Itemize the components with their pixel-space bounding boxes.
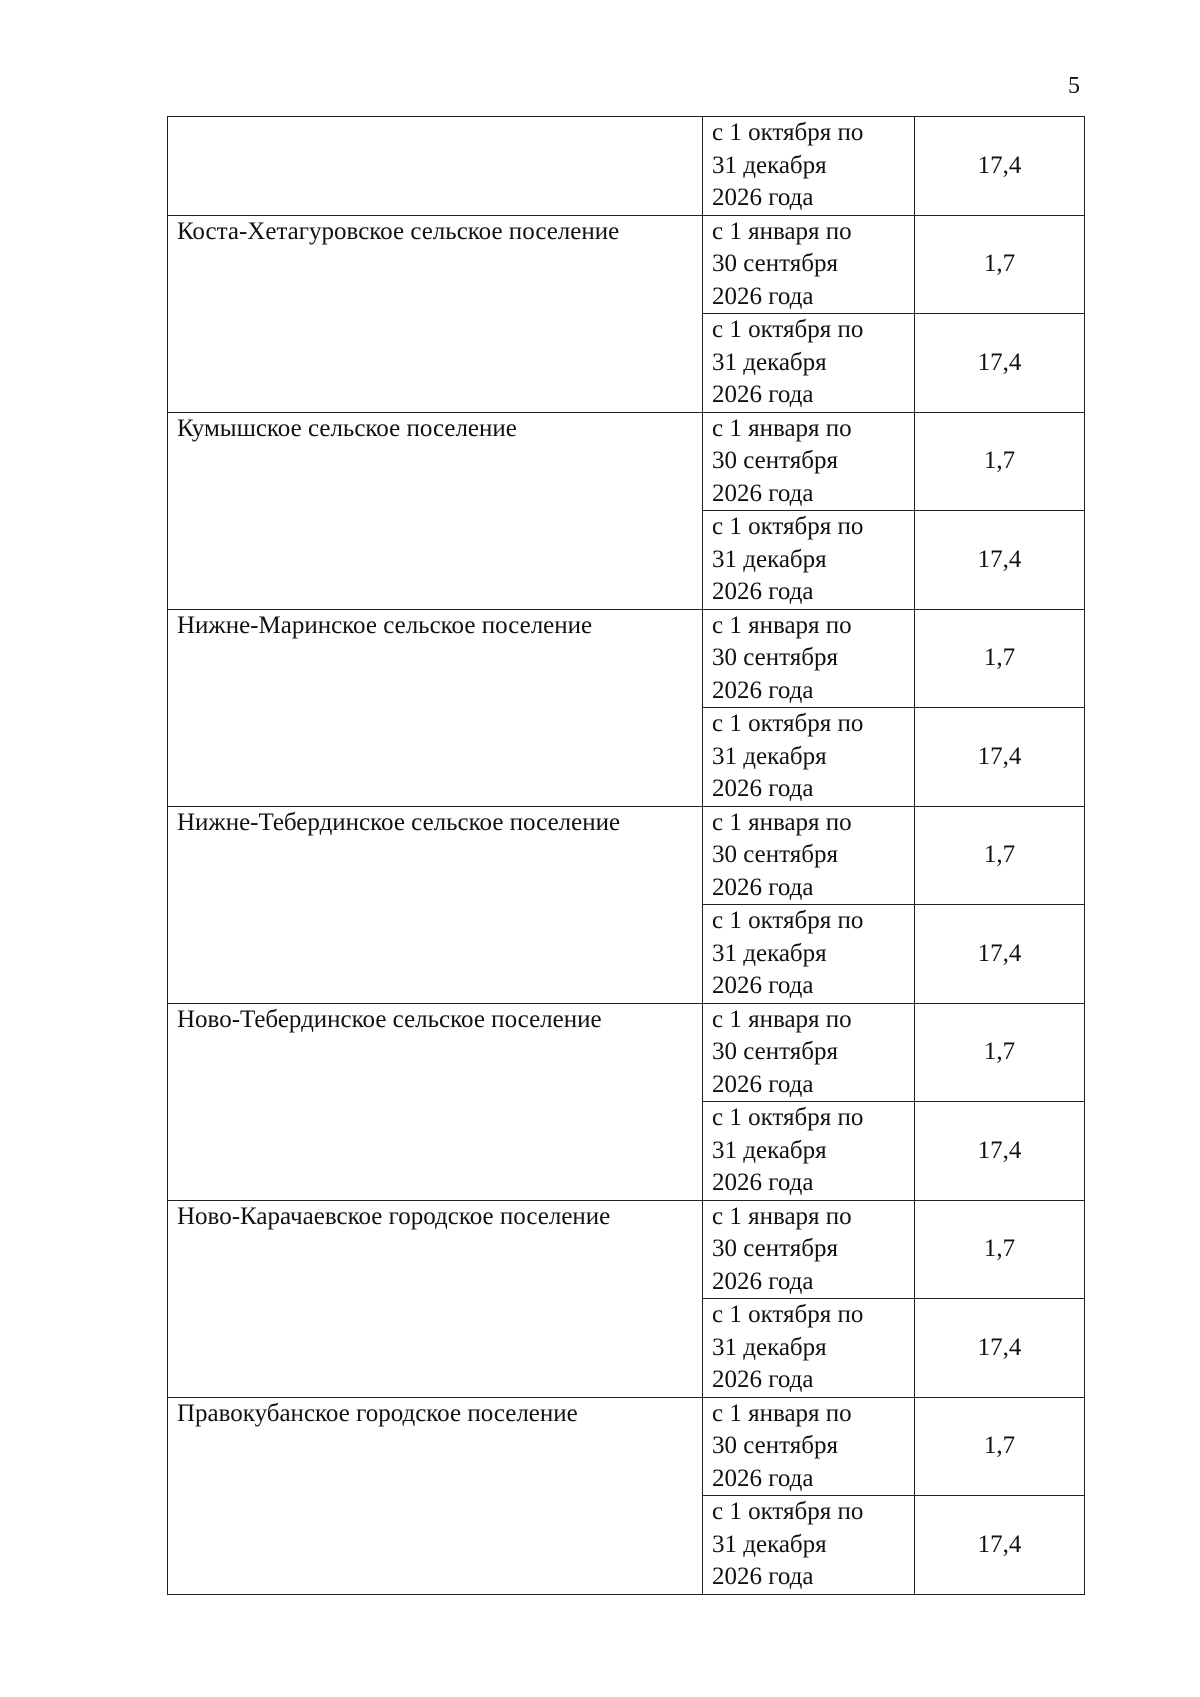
period-cell: с 1 октября по 31 декабря 2026 года — [703, 314, 915, 413]
rate-cell: 17,4 — [915, 511, 1085, 610]
rate-cell: 17,4 — [915, 708, 1085, 807]
settlement-name-cell: Нижне-Маринское сельское поселение — [168, 609, 703, 806]
rate-cell: 17,4 — [915, 1496, 1085, 1595]
period-cell: с 1 января по 30 сентября 2026 года — [703, 609, 915, 708]
table-row — [168, 609, 1085, 708]
rate-cell: 17,4 — [915, 314, 1085, 413]
period-cell: с 1 октября по 31 декабря 2026 года — [703, 1496, 915, 1595]
period-cell: с 1 октября по 31 декабря 2026 года — [703, 511, 915, 610]
period-cell: с 1 января по 30 сентября 2026 года — [703, 1200, 915, 1299]
rate-cell: 1,7 — [915, 609, 1085, 708]
settlement-name-cell: Коста-Хетагуровское сельское поселение — [168, 215, 703, 412]
period-cell: с 1 января по 30 сентября 2026 года — [703, 1003, 915, 1102]
period-cell: с 1 января по 30 сентября 2026 года — [703, 1397, 915, 1496]
rate-cell: 17,4 — [915, 905, 1085, 1004]
rate-cell: 1,7 — [915, 1397, 1085, 1496]
period-cell: с 1 октября по 31 декабря 2026 года — [703, 905, 915, 1004]
table-row — [168, 1003, 1085, 1102]
settlement-name-cell: Ново-Карачаевское городское поселение — [168, 1200, 703, 1397]
settlement-name-cell: Ново-Тебердинское сельское поселение — [168, 1003, 703, 1200]
period-cell: с 1 октября по 31 декабря 2026 года — [703, 1299, 915, 1398]
settlement-name-cell: Нижне-Тебердинское сельское поселение — [168, 806, 703, 1003]
rate-cell: 17,4 — [915, 117, 1085, 216]
table-row — [168, 1397, 1085, 1496]
rate-cell: 1,7 — [915, 806, 1085, 905]
period-cell: с 1 октября по 31 декабря 2026 года — [703, 1102, 915, 1201]
rate-cell: 1,7 — [915, 412, 1085, 511]
table-row — [168, 117, 1085, 216]
page-number: 5 — [1068, 73, 1080, 99]
period-cell: с 1 октября по 31 декабря 2026 года — [703, 708, 915, 807]
table-row — [168, 1200, 1085, 1299]
period-cell: с 1 января по 30 сентября 2026 года — [703, 412, 915, 511]
period-cell: с 1 января по 30 сентября 2026 года — [703, 806, 915, 905]
rate-cell: 17,4 — [915, 1299, 1085, 1398]
tariff-table — [167, 116, 1085, 1595]
settlement-name-cell: Кумышское сельское поселение — [168, 412, 703, 609]
rate-cell: 17,4 — [915, 1102, 1085, 1201]
period-cell: с 1 октября по 31 декабря 2026 года — [703, 117, 915, 216]
table-row — [168, 806, 1085, 905]
table-row — [168, 215, 1085, 314]
rate-cell: 1,7 — [915, 1200, 1085, 1299]
settlement-cell-empty — [168, 117, 703, 216]
tariff-table-body — [168, 117, 1085, 1595]
period-cell: с 1 января по 30 сентября 2026 года — [703, 215, 915, 314]
table-row — [168, 412, 1085, 511]
settlement-name-cell: Правокубанское городское поселение — [168, 1397, 703, 1594]
rate-cell: 1,7 — [915, 1003, 1085, 1102]
rate-cell: 1,7 — [915, 215, 1085, 314]
